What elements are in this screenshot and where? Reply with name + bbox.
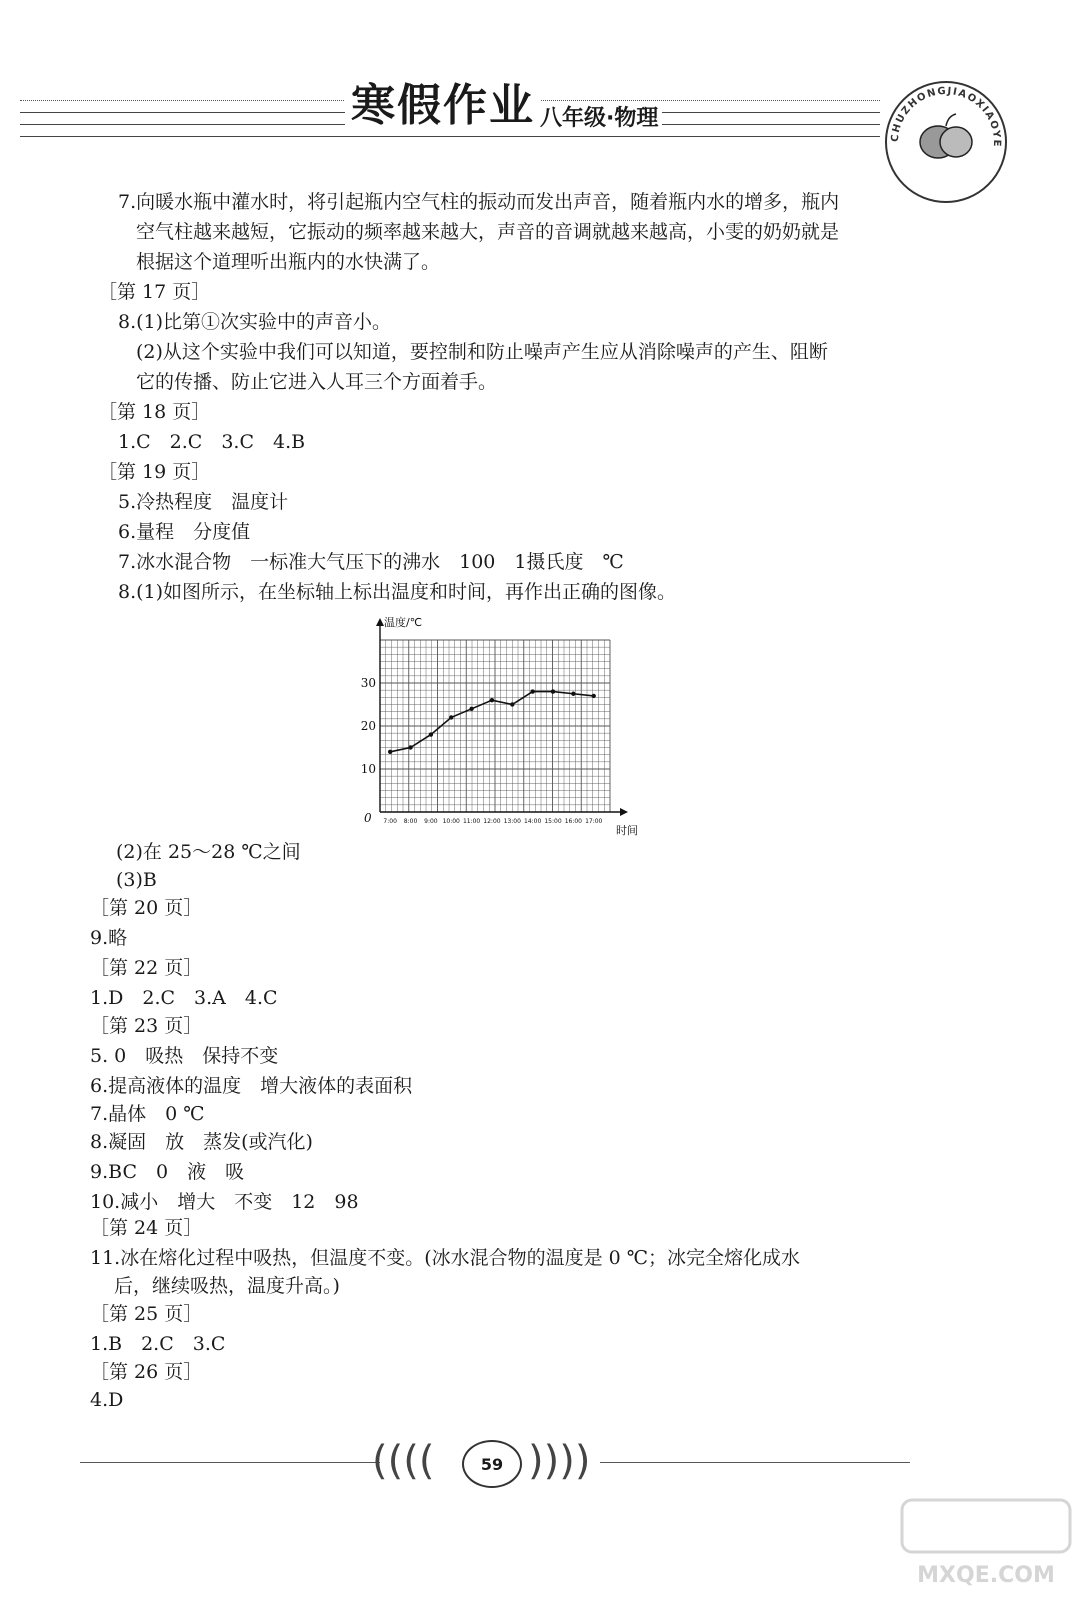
page-ref: ［第 17 页］ — [98, 281, 211, 303]
footer-rule-left — [80, 1462, 380, 1463]
text-line: (2)从这个实验中我们可以知道，要控制和防止噪声产生应从消除噪声的产生、阻断 — [136, 341, 828, 363]
x-tick-label: 14:00 — [524, 818, 542, 825]
page-ref: ［第 20 页］ — [90, 897, 203, 919]
data-point — [449, 715, 453, 719]
footer-ornament-left: (((( — [372, 1438, 435, 1484]
text-line: 5. 0 吸热 保持不变 — [90, 1045, 279, 1067]
text-line: 11.冰在熔化过程中吸热，但温度不变。(冰水混合物的温度是 0 ℃；冰完全熔化成水 — [90, 1247, 801, 1269]
page-ref: ［第 18 页］ — [98, 401, 211, 423]
x-tick-label: 10:00 — [442, 818, 460, 825]
x-tick-label: 15:00 — [544, 818, 562, 825]
footer-ornament-right: )))) — [528, 1438, 591, 1484]
data-point — [469, 707, 473, 711]
logo-ring-text: CHUZHONGJIAOXIAOYE — [889, 85, 1003, 149]
page-ref: ［第 25 页］ — [90, 1303, 203, 1325]
text-line: 10.减小 增大 不变 12 98 — [90, 1191, 359, 1213]
data-point — [388, 750, 392, 754]
text-line: 5.冷热程度 温度计 — [118, 491, 289, 513]
temperature-time-chart — [358, 612, 658, 842]
y-tick-label: 20 — [360, 719, 376, 733]
text-line: 7.向暖水瓶中灌水时，将引起瓶内空气柱的振动而发出声音，随着瓶内水的增多，瓶内 — [118, 191, 840, 213]
text-line: 7.晶体 0 ℃ — [90, 1103, 205, 1125]
apple-logo-icon — [880, 76, 1012, 208]
text-line: 6.量程 分度值 — [118, 521, 251, 543]
text-line: 它的传播、防止它进入人耳三个方面着手。 — [136, 371, 498, 393]
y-axis-label: 温度/℃ — [384, 616, 423, 629]
origin-label: 0 — [364, 811, 372, 825]
page-ref: ［第 23 页］ — [90, 1015, 203, 1037]
data-point — [408, 745, 412, 749]
text-line: 8.(1)比第①次实验中的声音小。 — [118, 311, 392, 333]
y-tick-label: 10 — [360, 762, 376, 776]
y-tick-label: 30 — [360, 676, 376, 690]
footer-rule-right — [600, 1462, 910, 1463]
data-point — [530, 689, 534, 693]
x-tick-label: 12:00 — [483, 818, 501, 825]
text-line: (3)B — [116, 869, 157, 891]
data-point — [592, 694, 596, 698]
x-tick-label: 11:00 — [462, 818, 481, 825]
data-point — [490, 698, 494, 702]
page-ref: ［第 19 页］ — [98, 461, 211, 483]
x-axis-arrow — [620, 808, 628, 816]
text-line: 1.D 2.C 3.A 4.C — [90, 987, 278, 1009]
x-axis-label: 时间 — [616, 824, 638, 837]
book-title: 寒假作业 — [345, 78, 541, 134]
text-line: 4.D — [90, 1389, 124, 1411]
text-line: (2)在 25～28 ℃之间 — [116, 841, 301, 863]
page-ref: ［第 26 页］ — [90, 1361, 203, 1383]
text-line: 7.冰水混合物 一标准大气压下的沸水 100 1摄氏度 ℃ — [118, 551, 624, 573]
text-line: 后，继续吸热，温度升高。) — [114, 1275, 340, 1297]
watermark-text: MXQE.COM — [917, 1563, 1055, 1588]
book-subtitle: 八年级·物理 — [536, 104, 662, 134]
x-tick-label: 9:00 — [424, 818, 438, 825]
data-point — [510, 702, 514, 706]
x-tick-label: 7:00 — [383, 818, 397, 825]
y-axis-arrow — [376, 618, 384, 626]
text-line: 6.提高液体的温度 增大液体的表面积 — [90, 1075, 413, 1097]
text-line: 1.C 2.C 3.C 4.B — [118, 431, 306, 453]
watermark-logo — [896, 1494, 1076, 1594]
text-line: 根据这个道理听出瓶内的水快满了。 — [136, 251, 441, 273]
page-ref: ［第 22 页］ — [90, 957, 203, 979]
text-line: 9.BC 0 液 吸 — [90, 1161, 245, 1183]
text-line: 9.略 — [90, 927, 128, 949]
data-point — [429, 732, 433, 736]
text-line: 1.B 2.C 3.C — [90, 1333, 226, 1355]
page-ref: ［第 24 页］ — [90, 1217, 203, 1239]
data-point — [571, 692, 575, 696]
data-point — [551, 689, 555, 693]
text-line: 8.凝固 放 蒸发(或汽化) — [90, 1131, 313, 1153]
x-tick-label: 13:00 — [503, 818, 521, 825]
text-line: 空气柱越来越短，它振动的频率越来越大，声音的音调就越来越高，小雯的奶奶就是 — [136, 221, 840, 243]
page-number: 59 — [462, 1440, 522, 1488]
x-tick-label: 17:00 — [585, 818, 603, 825]
x-tick-label: 16:00 — [564, 818, 583, 825]
text-line: 8.(1)如图所示，在坐标轴上标出温度和时间，再作出正确的图像。 — [118, 581, 677, 603]
x-tick-label: 8:00 — [403, 818, 418, 825]
